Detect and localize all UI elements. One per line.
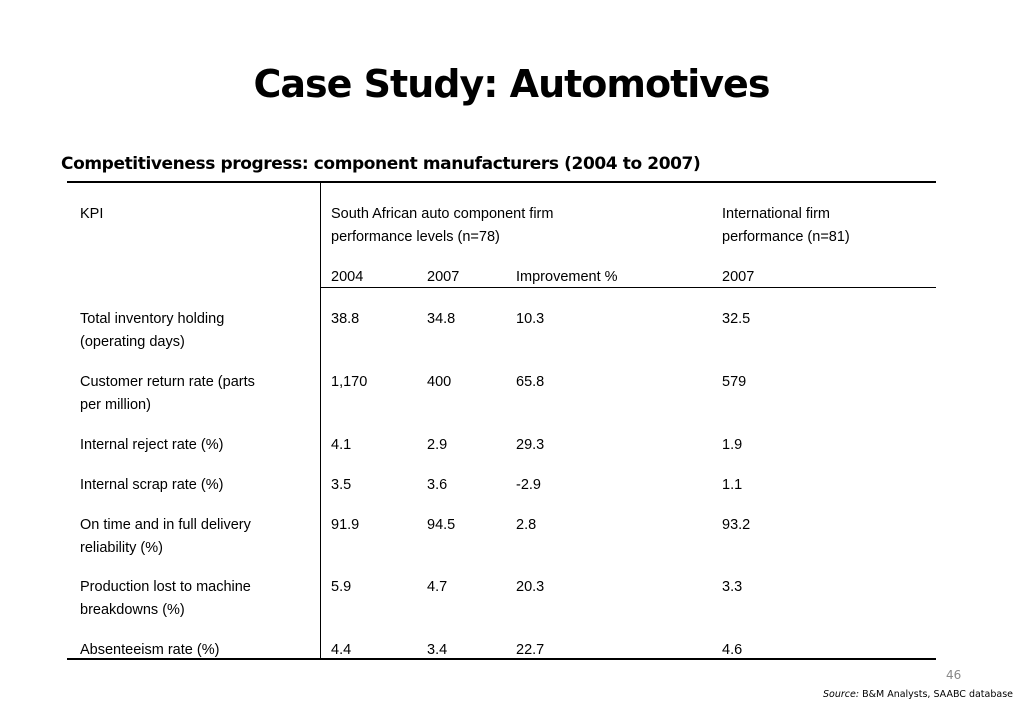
value-2007: 94.5: [427, 517, 456, 533]
page-number: 46: [946, 668, 962, 682]
value-improvement: 20.3: [516, 579, 545, 595]
kpi-label: Total inventory holding: [80, 311, 225, 327]
value-2004: 91.9: [331, 517, 360, 533]
value-2007: 34.8: [427, 311, 456, 327]
value-improvement: -2.9: [516, 477, 541, 493]
value-2004: 4.4: [331, 642, 352, 658]
value-improvement: 22.7: [516, 642, 545, 658]
value-intl-2007: 32.5: [722, 311, 751, 327]
sa-header-line2: performance levels (n=78): [331, 229, 500, 245]
value-2004: 3.5: [331, 477, 352, 493]
header-bottom-rule: [320, 287, 936, 288]
source-label: Source:: [822, 689, 860, 700]
kpi-label: Production lost to machine: [80, 579, 251, 595]
value-intl-2007: 579: [722, 374, 747, 390]
kpi-label: Internal scrap rate (%): [80, 477, 224, 493]
intl-header-line2: performance (n=81): [722, 229, 850, 245]
source-note: [823, 689, 1013, 700]
value-improvement: 29.3: [516, 437, 545, 453]
source-text: B&M Analysts, SAABC database: [862, 689, 1013, 700]
table-top-rule: [67, 181, 936, 183]
kpi-label-cont: breakdowns (%): [80, 602, 185, 618]
value-intl-2007: 1.9: [722, 437, 743, 453]
kpi-label: On time and in full delivery: [80, 517, 251, 533]
value-2004: 1,170: [331, 374, 368, 390]
value-2004: 5.9: [331, 579, 352, 595]
value-2007: 3.4: [427, 642, 448, 658]
subheader-intl-2007: 2007: [722, 269, 755, 285]
kpi-label-cont: (operating days): [80, 334, 185, 350]
value-2007: 400: [427, 374, 452, 390]
value-2007: 4.7: [427, 579, 448, 595]
value-intl-2007: 3.3: [722, 579, 743, 595]
value-2007: 3.6: [427, 477, 448, 493]
table-subtitle: Competitiveness progress: component manufacturers (2004 to 2007): [61, 154, 701, 174]
value-improvement: 10.3: [516, 311, 545, 327]
value-2004: 38.8: [331, 311, 360, 327]
value-2007: 2.9: [427, 437, 448, 453]
value-improvement: 2.8: [516, 517, 537, 533]
kpi-column-divider: [320, 181, 321, 660]
subheader-2004: 2004: [331, 269, 364, 285]
kpi-label-cont: reliability (%): [80, 540, 163, 556]
sa-header-line1: South African auto component firm: [331, 206, 554, 222]
value-intl-2007: 1.1: [722, 477, 743, 493]
kpi-header: KPI: [80, 206, 104, 222]
value-2004: 4.1: [331, 437, 352, 453]
subheader-2007: 2007: [427, 269, 460, 285]
intl-header-line1: International firm: [722, 206, 830, 222]
value-intl-2007: 93.2: [722, 517, 751, 533]
slide-title: Case Study: Automotives: [253, 62, 770, 106]
kpi-label: Internal reject rate (%): [80, 437, 224, 453]
kpi-label: Customer return rate (parts: [80, 374, 255, 390]
kpi-label-cont: per million): [80, 397, 151, 413]
value-improvement: 65.8: [516, 374, 545, 390]
kpi-label: Absenteeism rate (%): [80, 642, 220, 658]
value-intl-2007: 4.6: [722, 642, 743, 658]
subheader-improvement: Improvement %: [516, 269, 618, 285]
